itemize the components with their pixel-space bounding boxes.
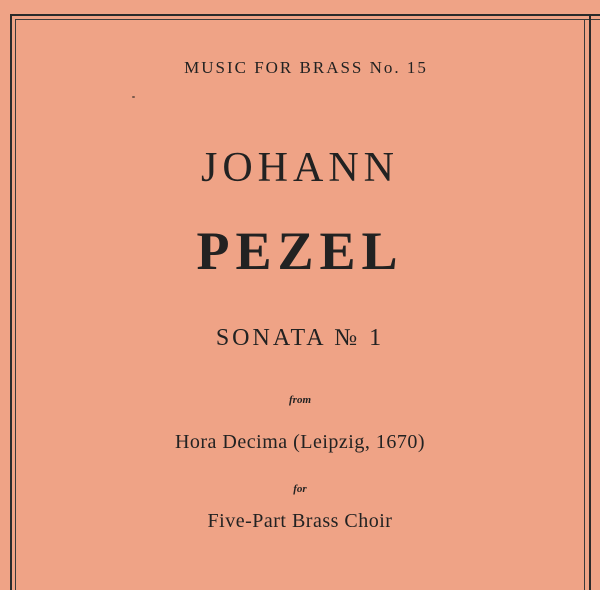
- composer-first-name: JOHANN: [201, 145, 399, 191]
- series-title: MUSIC FOR BRASS No. 15: [184, 58, 428, 77]
- from-label: from: [289, 394, 311, 406]
- ensemble-title: Five-Part Brass Choir: [207, 510, 393, 532]
- source-title: Hora Decima (Leipzig, 1670): [174, 431, 426, 453]
- cover-border-right-outer: [589, 14, 591, 590]
- composer-last-name: PEZEL: [196, 221, 404, 281]
- for-label: for: [293, 483, 307, 495]
- cover-border-inner: [15, 19, 600, 590]
- cover-border-right-inner: [584, 19, 585, 590]
- work-title: SONATA № 1: [215, 325, 385, 351]
- paper-speck: [132, 96, 135, 98]
